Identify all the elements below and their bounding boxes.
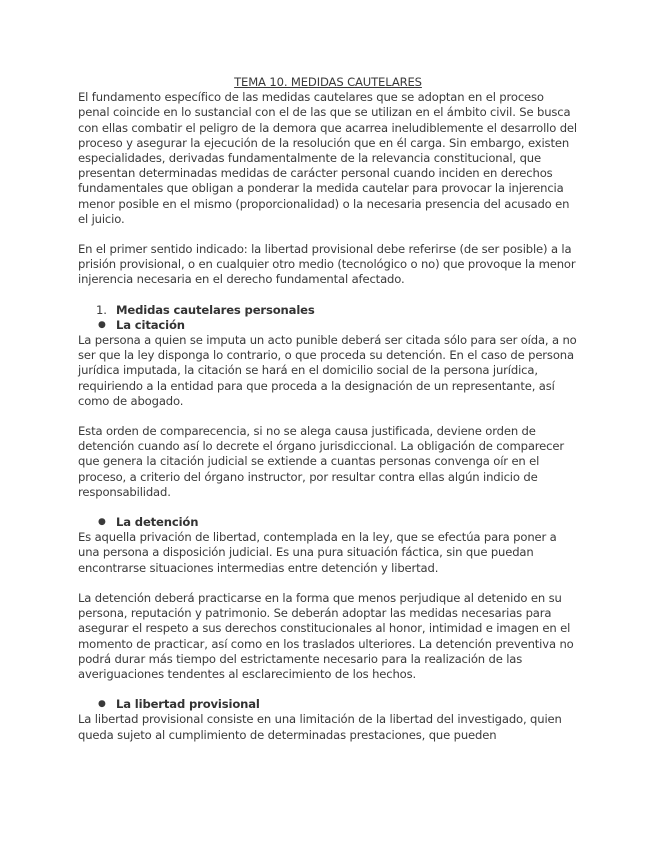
spacer xyxy=(78,682,578,697)
bullet-icon: ● xyxy=(98,319,106,330)
section-heading-text: Medidas cautelares personales xyxy=(116,302,315,317)
detencion-paragraph-2: La detención deberá practicarse en la forma que menos perjudique al detenido en su persona, reputación y patrimonio. Se deberán adoptar las medidas necesarias para asegurar el respeto a sus derechos constitucionales al honor, intimidad e imagen en el momento de practicar, así como en los traslados ulteriores. La detención preventiva no podrá durar más tiempo del estrictamente necesario para la realización de las averiguaciones tendentes al esclarecimiento de los hechos. xyxy=(78,590,574,681)
libertad-paragraph-1: La libertad provisional consiste en una limitación de la libertad del investigado, quien queda sujeto al cumplimiento de determinadas prestaciones, que pueden xyxy=(78,712,562,742)
spacer xyxy=(78,576,578,591)
subheading-citacion xyxy=(78,318,578,333)
section-number: 1. xyxy=(96,302,107,317)
citacion-paragraph-1: La persona a quien se imputa un acto punible deberá ser citada sólo para ser oída, a no ser que la ley disponga lo contrario, o que proceda su detención. En el caso de persona jurídica imputada, la citación se hará en el domicilio social de la persona jurídica, requiriendo a la entidad para que proceda a la designación de un representante, así como de abogado. xyxy=(78,333,577,408)
bullet-icon: ● xyxy=(98,517,106,528)
detencion-paragraph-1: Es aquella privación de libertad, contemplada en la ley, que se efectúa para poner a una persona a disposición judicial. Es una pura situación fáctica, sin que puedan encontrarse situaciones intermedias entre detención y libertad. xyxy=(78,530,557,575)
spacer xyxy=(78,500,578,515)
subheading-libertad-provisional xyxy=(78,697,578,712)
spacer xyxy=(78,227,578,242)
citacion-paragraph-2: Esta orden de comparecencia, si no se alega causa justificada, deviene orden de detención cuando así lo decrete el órgano jurisdiccional. La obligación de comparecer que genera la citación judicial se extiende a cuantas personas convenga oír en el proceso, a criterio del órgano instructor, por resultar contra ellas algún indicio de responsabilidad. xyxy=(78,424,564,499)
intro-paragraph-2: En el primer sentido indicado: la libertad provisional debe referirse (de ser posible) a la prisión provisional, o en cualquier otro medio (tecnológico o no) que provoque la menor injerencia necesaria en el derecho fundamental afectado. xyxy=(78,242,576,287)
intro-paragraph-1: El fundamento específico de las medidas cautelares que se adoptan en el proceso penal coincide en lo sustancial con el de las que se utilizan en el ámbito civil. Se busca con ellas combatir el peligro de la demora que acarrea ineludiblemente el desarrollo del proceso y asegurar la ejecución de la resolución que en él carga. Sin embargo, existen especialidades, derivadas fundamentalmente de la relevancia constitucional, que presentan determinadas medidas de carácter personal cuando inciden en derechos fundamentales que obligan a ponderar la medida cautelar para provocar la injerencia menor posible en el mismo (proporcionalidad) o la necesaria presencia del acusado en el juicio. xyxy=(78,90,577,226)
spacer xyxy=(78,288,578,303)
bullet-icon: ● xyxy=(98,699,106,710)
subheading-detencion xyxy=(78,515,578,530)
subheading-text: La citación xyxy=(116,317,185,332)
document-page xyxy=(78,75,578,743)
spacer xyxy=(78,409,578,424)
subheading-text: La libertad provisional xyxy=(116,697,260,712)
section-heading-medidas-personales xyxy=(78,303,578,318)
subheading-text: La detención xyxy=(116,515,199,530)
document-title: TEMA 10. MEDIDAS CAUTELARES xyxy=(234,75,422,89)
